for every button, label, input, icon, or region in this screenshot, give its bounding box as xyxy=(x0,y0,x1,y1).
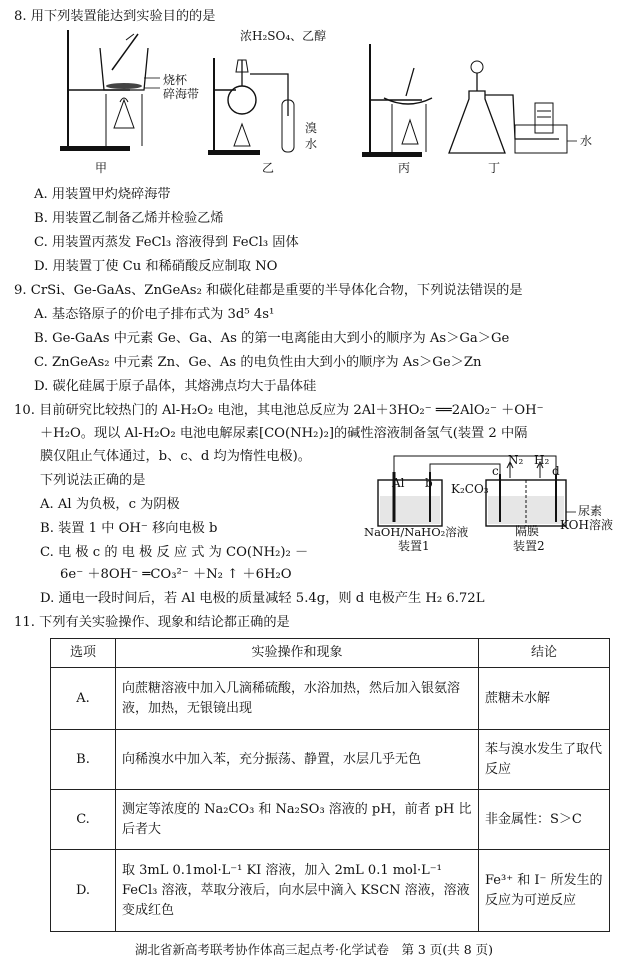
label-urea: 尿素 xyxy=(578,504,603,518)
table-header-row xyxy=(51,639,610,668)
row-conclusion: 蔗糖未水解 xyxy=(479,668,610,730)
header-conclusion: 结论 xyxy=(479,639,610,668)
q10-stem-line1: 10. 目前研究比较热门的 Al-H₂O₂ 电池，其电池总反应为 2Al＋3HO₂⁻ ══2AlO₂⁻ ＋OH⁻ xyxy=(14,403,544,418)
electrode-d: d xyxy=(552,464,560,478)
electrode-al: Al xyxy=(392,476,405,490)
q10-stem-line4: 下列说法正确的是 xyxy=(40,473,146,488)
table-row xyxy=(51,730,610,790)
row-operation: 测定等浓度的 Na₂CO₃ 和 Na₂SO₃ 溶液的 pH，前者 pH 比后者大 xyxy=(116,790,479,850)
label-bromine-2: 水 xyxy=(305,137,318,151)
q9-option-c: C. ZnGeAs₂ 中元素 Zn、Ge、As 的电负性由大到小的顺序为 As＞Ge＞Zn xyxy=(34,355,482,370)
row-option: D. xyxy=(51,850,116,932)
q10-option-c: C. 电 极 c 的 电 极 反 应 式 为 CO(NH₂)₂ － xyxy=(40,545,309,560)
apparatus-bing xyxy=(362,40,452,160)
q10-stem-line2: ＋H₂O。现以 Al-H₂O₂ 电池电解尿素[CO(NH₂)₂]的碱性溶液制备氢气(装置 2 中隔 xyxy=(40,426,528,441)
label-beaker: 烧杯 xyxy=(163,73,188,87)
label-solution-1: NaOH/NaHO₂溶液 xyxy=(364,525,469,539)
caption-bing: 丙 xyxy=(398,161,411,175)
label-device-1: 装置1 xyxy=(398,539,430,553)
row-operation: 向蔗糖溶液中加入几滴稀硫酸，水浴加热，然后加入银氨溶液，加热，无银镜出现 xyxy=(116,668,479,730)
row-option: B. xyxy=(51,730,116,790)
label-membrane: 隔膜 xyxy=(515,524,540,538)
q10-option-a: A. Al 为负极，c 为阴极 xyxy=(40,497,180,512)
label-seaweed: 碎海带 xyxy=(163,87,200,101)
row-conclusion: 苯与溴水发生了取代反应 xyxy=(479,730,610,790)
apparatus-ding xyxy=(455,55,595,160)
q11-table xyxy=(50,638,610,932)
q10-option-b: B. 装置 1 中 OH⁻ 移向电极 b xyxy=(40,521,218,536)
q11-stem: 11. 下列有关实验操作、现象和结论都正确的是 xyxy=(14,615,290,630)
label-koh: KOH溶液 xyxy=(560,518,613,532)
header-operation: 实验操作和现象 xyxy=(116,639,479,668)
q8-option-a: A. 用装置甲灼烧碎海带 xyxy=(34,187,171,202)
label-acid: 浓H₂SO₄、乙醇 xyxy=(240,29,327,43)
gas-n2: N₂ xyxy=(508,453,524,467)
caption-ding: 丁 xyxy=(488,161,501,175)
row-option: A. xyxy=(51,668,116,730)
q9-option-b: B. Ge-GaAs 中元素 Ge、Ga、As 的第一电离能由大到小的顺序为 As＞Ga＞Ge xyxy=(34,331,510,346)
caption-yi: 乙 xyxy=(262,161,275,175)
q9-option-d: D. 碳化硅属于原子晶体，其熔沸点均大于晶体硅 xyxy=(34,379,317,394)
caption-jia: 甲 xyxy=(95,161,108,175)
q8-option-b: B. 用装置乙制备乙烯并检验乙烯 xyxy=(34,211,224,226)
table-row xyxy=(51,668,610,730)
q8-option-c: C. 用装置丙蒸发 FeCl₃ 溶液得到 FeCl₃ 固体 xyxy=(34,235,299,250)
q10-stem-line3: 膜仅阻止气体通过，b、c、d 均为惰性电极)。 xyxy=(40,449,311,464)
table-row xyxy=(51,790,610,850)
q9-stem: 9. CrSi、Ge-GaAs、ZnGeAs₂ 和碳化硅都是重要的半导体化合物，下列说法错误的是 xyxy=(14,283,523,298)
page-footer: 湖北省新高考联考协作体高三起点考·化学试卷 第 3 页(共 8 页) xyxy=(134,942,494,957)
label-water: 水 xyxy=(580,134,593,148)
row-conclusion: 非金属性：S＞C xyxy=(479,790,610,850)
electrode-b: b xyxy=(425,476,433,490)
label-bromine-1: 溴 xyxy=(305,121,318,135)
q8-option-d: D. 用装置丁使 Cu 和稀硝酸反应制取 NO xyxy=(34,259,278,274)
q10-option-c-cont: 6e⁻ ＋8OH⁻ ═CO₃²⁻ ＋N₂ ↑ ＋6H₂O xyxy=(60,567,292,582)
row-option: C. xyxy=(51,790,116,850)
row-operation: 向稀溴水中加入苯，充分振荡、静置，水层几乎无色 xyxy=(116,730,479,790)
label-device-2: 装置2 xyxy=(513,539,545,553)
q10-option-d: D. 通电一段时间后，若 Al 电极的质量减轻 5.4g，则 d 电极产生 H₂ 6.72L xyxy=(40,591,485,606)
q9-option-a: A. 基态铬原子的价电子排布式为 3d⁵ 4s¹ xyxy=(34,307,275,322)
header-option: 选项 xyxy=(51,639,116,668)
table-row xyxy=(51,850,610,932)
q8-stem: 8. 用下列装置能达到实验目的的是 xyxy=(14,9,216,24)
gas-h2: H₂ xyxy=(534,453,550,467)
row-conclusion: Fe³⁺ 和 I⁻ 所发生的反应为可逆反应 xyxy=(479,850,610,932)
electrode-c: c xyxy=(492,464,499,478)
row-operation: 取 3mL 0.1mol·L⁻¹ KI 溶液，加入 2mL 0.1 mol·L⁻¹ FeCl₃ 溶液，萃取分液后，向水层中滴入 KSCN 溶液，溶液变成红色 xyxy=(116,850,479,932)
apparatus-yi xyxy=(208,38,318,158)
label-k2co3: K₂CO₃ xyxy=(451,482,489,496)
